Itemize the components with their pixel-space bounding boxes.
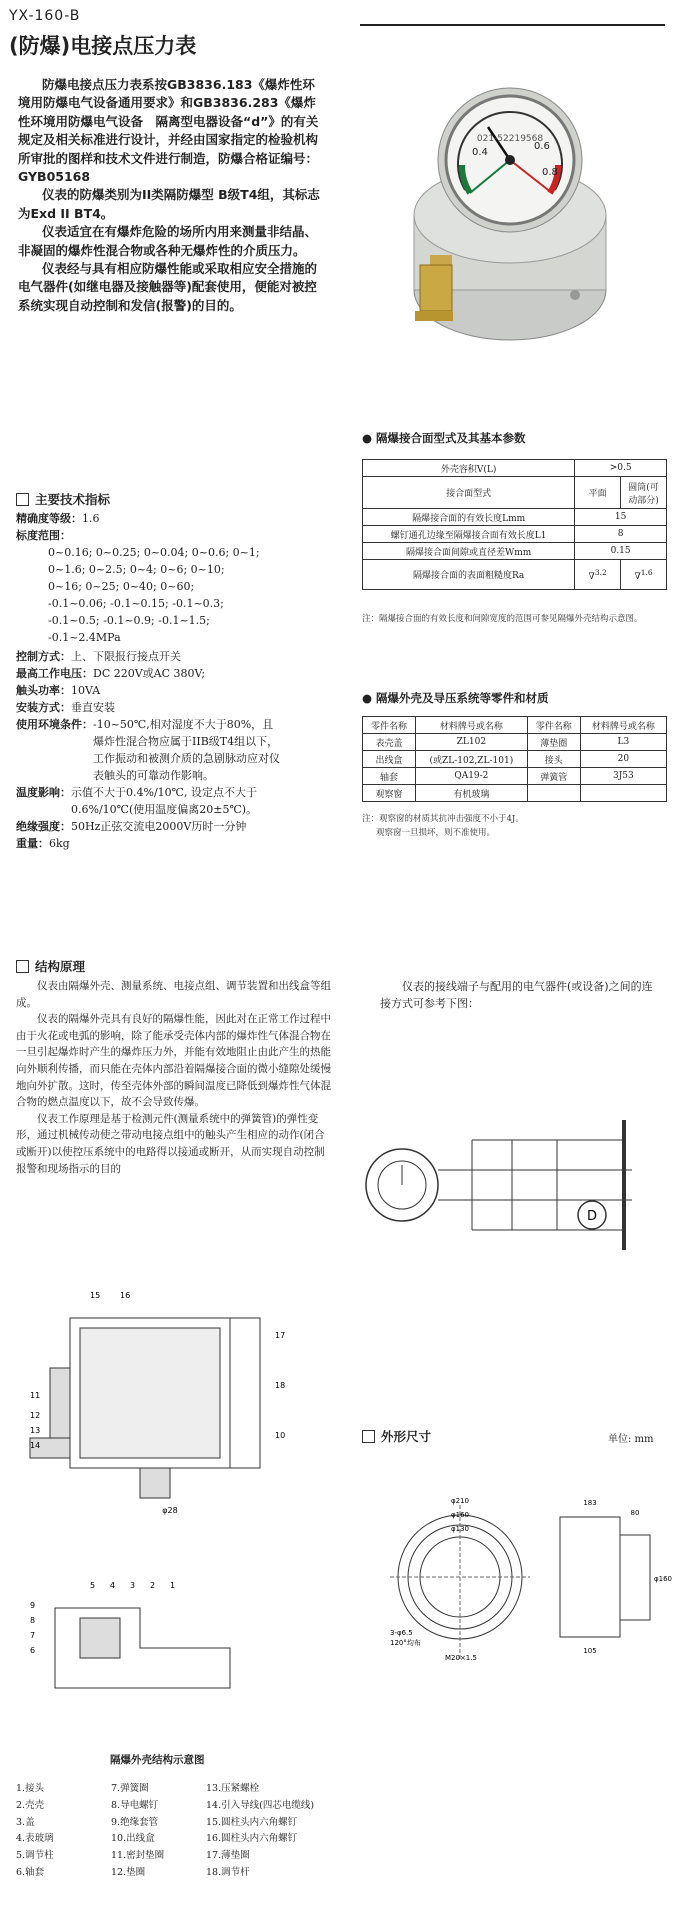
table-header: 零件名称 — [363, 717, 416, 734]
table-cell: ∇$^{1.6}$ — [621, 560, 667, 590]
table-cell: QA19-2 — [415, 768, 527, 785]
svg-text:φ28: φ28 — [162, 1506, 178, 1515]
table-cell: 0.15 — [575, 543, 667, 560]
svg-text:6: 6 — [30, 1646, 36, 1655]
specs-block: 精确度等级： 1.6 标度范围： 0~0.16; 0~0.25; 0~0.04; 0~0.6; 0~1; 0~1.6; 0~2.5; 0~4; 0~6; 0~10; 0~16; 0~25; 0~40; 0~60; -0.1~0.06; -0.1~0.15; -0.1~0.3; -0.1~0.5; -0.1~0.9; -0.1~1.5; -0.1~2.4MPa 控制方式： 上、下限报行接点开关 最高工作电压： DC 220V或AC 380V; 触头功率： 10VA 安装方式： 垂直安装 使用环境条件： -10~50℃,相对湿度不大于80%，且爆炸性混合物应属于IIB级T4组以下，工作振动和被测介质的急剧脉动应对仪表触头的可靠动作影响。 温度影响： 示值不大于0.4%/10℃, 设定点不大于0.6%/10℃(使用温度偏离20±5℃)。 绝缘强度： 50Hz正弦交流电2000V历时一分钟 重量： 6kg — [16, 510, 336, 852]
table-cell: 隔爆接合面的有效长度Lmm — [363, 509, 575, 526]
dial-mark: 0.8 — [542, 167, 558, 178]
svg-text:3: 3 — [130, 1581, 136, 1590]
table-cell: 螺钉通孔边缘至隔爆接合面有效长度L1 — [363, 526, 575, 543]
svg-text:φ210: φ210 — [451, 1497, 469, 1505]
table-cell — [527, 785, 580, 802]
table-cell: 外壳容积V(L) — [363, 460, 575, 477]
svg-text:1: 1 — [170, 1581, 176, 1590]
joint-param-table — [362, 459, 667, 590]
svg-text:8: 8 — [30, 1616, 36, 1625]
table-cell: 轴套 — [363, 768, 416, 785]
table-cell: 弹簧管 — [527, 768, 580, 785]
svg-text:183: 183 — [583, 1499, 597, 1507]
top-divider — [360, 24, 665, 26]
model-number: YX-160-B — [9, 8, 81, 24]
table-cell: 15 — [575, 509, 667, 526]
svg-text:5: 5 — [90, 1581, 96, 1590]
svg-text:120°均布: 120°均布 — [390, 1639, 421, 1647]
svg-text:15: 15 — [90, 1291, 101, 1300]
svg-text:3-φ6.5: 3-φ6.5 — [390, 1629, 413, 1637]
intro-paragraph: 仪表适宜在有爆炸危险的场所内用来测量非结晶、非凝固的爆炸性混合物或各种无爆炸性的介质压力。 — [18, 224, 318, 258]
svg-text:18: 18 — [275, 1381, 286, 1390]
table-cell — [580, 785, 666, 802]
table2-heading: ● 隔爆外壳及导压系统等零件和材质 — [362, 691, 549, 705]
structure-text: 仪表由隔爆外壳、测量系统、电接点组、调节装置和出线盒等组成。 仪表的隔爆外壳具有良好的隔爆性能，因此对在正常工作过程中由于火花或电弧的影响，除了能承受壳体内部的爆炸性气体混合物在一旦引起爆炸时产生的爆炸压力外，并能有效地阻止由此产生的热能向外顺利传播，而只能在壳体内部沿着隔爆接合面的微小缝隙处缓慢地向外扩散。这时，传至壳体外部的瞬间温度已降低到爆炸性气体混合物的燃点温度以下，故不会导致传爆。 仪表工作原理是基于检测元件(测量系统中的弹簧管)的弹性变形，通过机械传动使之带动电接点组中的触头产生相应的动作(闭合或断开)以使控压系统中的电路得以接通或断开，从而实现自动控制报警和现场指示的目的 — [16, 980, 331, 1175]
material-table — [362, 716, 667, 802]
table-cell: 3J53 — [580, 768, 666, 785]
checkbox-icon — [16, 493, 29, 506]
table-cell: ∇$^{3.2}$ — [575, 560, 621, 590]
svg-text:16: 16 — [120, 1291, 131, 1300]
specs-heading: 主要技术指标 — [16, 490, 110, 508]
svg-text:4: 4 — [110, 1581, 116, 1590]
connection-text: 仪表的接线端子与配用的电气器件(或设备)之间的连接方式可参考下图： — [380, 980, 653, 1010]
table-cell: 20 — [580, 751, 666, 768]
table-cell: 薄垫圈 — [527, 734, 580, 751]
dial-mark: 0.4 — [472, 147, 488, 158]
gauge-illustration — [410, 85, 610, 355]
checkbox-icon — [362, 1430, 375, 1443]
table2-note: 观察窗一旦损坏，则不准使用。 — [376, 828, 496, 838]
table-cell: 接合面型式 — [363, 477, 575, 509]
svg-text:80: 80 — [630, 1509, 640, 1517]
svg-text:φ160: φ160 — [654, 1575, 672, 1583]
table-header: 材料牌号或名称 — [580, 717, 666, 734]
checkbox-icon — [16, 960, 29, 973]
wiring-diagram — [362, 1110, 662, 1260]
svg-text:13: 13 — [30, 1426, 41, 1435]
intro-paragraph: 仪表经与具有相应防爆性能或采取相应安全措施的电气器件(如继电器及接触器等)配套使用，便能对被控系统实现自动控制和发信(报警)的目的。 — [18, 261, 318, 313]
svg-text:12: 12 — [30, 1411, 41, 1420]
table-cell: 观察窗 — [363, 785, 416, 802]
svg-text:7: 7 — [30, 1631, 36, 1640]
table-cell: 隔爆接合面间隙或直径差Wmm — [363, 543, 575, 560]
svg-text:2: 2 — [150, 1581, 156, 1590]
svg-text:φ130: φ130 — [451, 1525, 469, 1533]
table-cell: 圆筒(可动部分) — [621, 477, 667, 509]
svg-text:14: 14 — [30, 1441, 41, 1450]
svg-text:M20×1.5: M20×1.5 — [445, 1654, 477, 1662]
dimension-drawing — [390, 1495, 670, 1670]
table1-heading: ● 隔爆接合面型式及其基本参数 — [362, 431, 526, 445]
intro-paragraph: 仪表的防爆类别为II类隔防爆型 B级T4组，其标志为Exd II BT4。 — [18, 187, 320, 221]
table-cell: 平面 — [575, 477, 621, 509]
table-cell: 有机玻璃 — [415, 785, 527, 802]
svg-text:17: 17 — [275, 1331, 286, 1340]
dimensions-heading: 外形尺寸 — [362, 1427, 431, 1445]
dial-mark: 0.6 — [534, 141, 550, 152]
range-list: 0~0.16; 0~0.25; 0~0.04; 0~0.6; 0~1; 0~1.6; 0~2.5; 0~4; 0~6; 0~10; 0~16; 0~25; 0~40; 0~60; -0.1~0.06; -0.1~0.15; -0.1~0.3; -0.1~0.5; -0.1~0.9; -0.1~1.5; -0.1~2.4MPa — [48, 546, 260, 644]
table-cell: >0.5 — [575, 460, 667, 477]
table-header: 材料牌号或名称 — [415, 717, 527, 734]
page-title: (防爆)电接点压力表 — [9, 34, 197, 58]
unit-label: 单位: mm — [608, 1434, 654, 1445]
gauge-photo — [410, 85, 610, 355]
svg-text:11: 11 — [30, 1391, 41, 1400]
structure-heading: 结构原理 — [16, 957, 85, 975]
table-cell: ZL102 — [415, 734, 527, 751]
dial-text: 021-52219568 — [476, 134, 544, 144]
table-cell: 8 — [575, 526, 667, 543]
svg-text:105: 105 — [583, 1647, 597, 1655]
table-cell: 出线盒 — [363, 751, 416, 768]
intro-text — [18, 76, 326, 315]
table2-note: 注：观察窗的材质其抗冲击强度不小于4J。 — [362, 814, 524, 824]
table-cell: (或ZL-102,ZL-101) — [415, 751, 527, 768]
diagram-caption: 隔爆外壳结构示意图 — [110, 1754, 205, 1766]
svg-text:9: 9 — [30, 1601, 36, 1610]
motor-label: D — [586, 1209, 598, 1224]
svg-text:10: 10 — [275, 1431, 286, 1440]
intro-paragraph: 防爆电接点压力表系按GB3836.183《爆炸性环境用防爆电气设备通用要求》和GB3836.283《爆炸性环境用防爆电气设备 隔离型电器设备“d”》的有关规定及相关标准进行设计，并经由国家指定的检验机构所审批的图样和技术文件进行制造，防爆合格证编号： GYB05168 — [18, 77, 325, 185]
cross-section-diagram — [30, 1278, 330, 1743]
table-cell: L3 — [580, 734, 666, 751]
table1-section — [362, 430, 667, 446]
table-cell: 表壳盖 — [363, 734, 416, 751]
table1-note: 注：隔爆接合面的有效长度和间隙宽度的范围可参见隔爆外壳结构示意图。 — [362, 614, 643, 624]
table-header: 零件名称 — [527, 717, 580, 734]
table-cell: 接头 — [527, 751, 580, 768]
table-cell: 隔爆接合面的表面粗糙度Ra — [363, 560, 575, 590]
svg-text:φ160: φ160 — [451, 1511, 469, 1519]
